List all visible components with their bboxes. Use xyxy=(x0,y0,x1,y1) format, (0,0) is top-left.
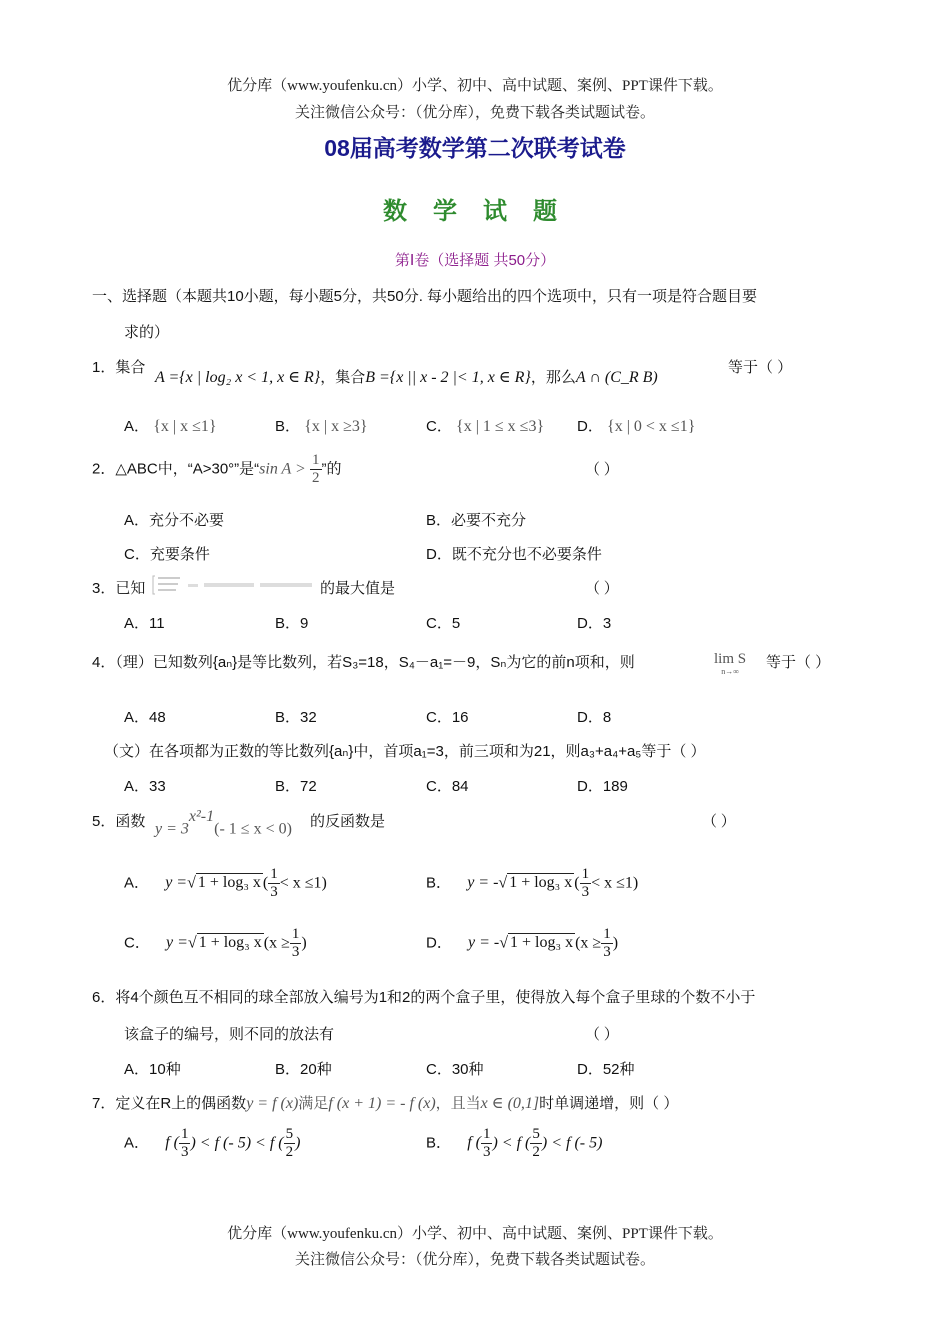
q6-answer-paren: （ ） xyxy=(585,1027,619,1043)
question-5: 5．函数 xyxy=(92,813,146,830)
q1-option-d[interactable]: D． {x | 0 < x ≤1} xyxy=(577,418,696,435)
question-7: 7．定义在R上的偶函数y = f (x)满足f (x + 1) = - f (x)，且当x ∈ (0,1]时单调递增，则（ ） xyxy=(92,1095,679,1112)
q4-wen: （文）在各项都为正数的等比数列{aₙ}中，首项a₁=3，前三项和为21，则a₃+a₄+a₅等于（ ） xyxy=(104,743,706,760)
q4-wen-option-d[interactable]: D．189 xyxy=(577,778,628,795)
q1-number: 1． xyxy=(92,359,116,376)
subtitle: 数 学 试 题 xyxy=(383,199,567,225)
q1-expr: A ∩ (C_R B) xyxy=(575,369,658,386)
volume-label: 第Ⅰ卷（选择题 共50分） xyxy=(394,252,556,269)
q6-text-cont: 该盒子的编号，则不同的放法有 xyxy=(124,1026,335,1043)
q3-tail: 的最大值是 xyxy=(320,580,396,597)
q4-option-d[interactable]: D．8 xyxy=(577,709,612,726)
q5-option-c[interactable]: C． y =√ 1 + log₃ x (x ≥ $\frac{1}{3}$ ) xyxy=(124,926,307,960)
q2-option-a[interactable]: A．充分不必要 xyxy=(124,512,225,529)
q4-tail: 等于（ ） xyxy=(766,654,831,671)
q2-math: sin A > xyxy=(259,460,306,478)
question-6: 6．将4个颜色互不相同的球全部放入编号为1和2的两个盒子里，使得放入每个盒子里球的个数不小于 xyxy=(92,989,756,1006)
q5-function: $y = 3^{x^2-1}(-$ 1 ≤ x < 0) xyxy=(155,808,292,838)
q1-mid: ，集合 xyxy=(320,369,366,386)
q1-tail: 等于（ ） xyxy=(728,359,793,376)
q6-option-d[interactable]: D．52种 xyxy=(577,1061,635,1078)
q1-math xyxy=(155,366,658,387)
q4-wen-option-c[interactable]: C．84 xyxy=(426,778,469,795)
q1-option-a[interactable]: A． {x | x ≤1} xyxy=(124,418,217,435)
q3-option-c[interactable]: C．5 xyxy=(426,615,461,632)
q1-option-c[interactable]: C． {x | 1 ≤ x ≤3} xyxy=(426,418,545,435)
q2-fraction: $\frac{1}{2}$ xyxy=(312,452,320,486)
q4-wen-option-b[interactable]: B．72 xyxy=(275,778,317,795)
q2-option-c[interactable]: C．充要条件 xyxy=(124,546,210,563)
q2-option-d[interactable]: D．既不充分也不必要条件 xyxy=(426,546,602,563)
title-year: 08 xyxy=(324,135,350,161)
q3-option-b[interactable]: B．9 xyxy=(275,615,309,632)
section-heading: 一、选择题（本题共10小题，每小题5分，共50分. 每小题给出的四个选项中，只有一项是符合题目要 xyxy=(92,288,758,305)
footer-line-1: 优分库（www.youfenku.cn）小学、初中、高中试题、案例、PPT课件下载。 xyxy=(227,1226,723,1242)
q7-option-b[interactable]: B． f ( $\frac{1}{3}$ ) < f ( $\frac{5}{2}$ ) < f (- 5) xyxy=(426,1126,603,1160)
q5-option-b[interactable]: B． y = -√ 1 + log₃ x ( $\frac{1}{3}$ < x ≤1) xyxy=(426,866,639,900)
header-line-2: 关注微信公众号：（优分库），免费下载各类试题试卷。 xyxy=(294,105,655,121)
q5-option-d[interactable]: D． y = -√ 1 + log₃ x (x ≥ $\frac{1}{3}$ ) xyxy=(426,926,619,960)
q6-option-a[interactable]: A．10种 xyxy=(124,1061,181,1078)
q3-option-a[interactable]: A．11 xyxy=(124,615,165,632)
q4-wen-option-a[interactable]: A．33 xyxy=(124,778,166,795)
q7-option-a[interactable]: A． f ( $\frac{1}{3}$ ) < f (- 5) < f ( $\frac{5}{2}$ ) xyxy=(124,1126,301,1160)
q4-option-c[interactable]: C．16 xyxy=(426,709,469,726)
q5-tail: 的反函数是 xyxy=(310,813,386,830)
q1-option-b[interactable]: B． {x | x ≥3} xyxy=(275,418,368,435)
q5-option-a[interactable]: A． y =√ 1 + log₃ x ( $\frac{1}{3}$ < x ≤1) xyxy=(124,866,327,900)
question-3: 3．已知 xyxy=(92,580,146,597)
question-4: 4．（理）已知数列{aₙ}是等比数列，若S₃=18，S₄－a₁=－9，Sₙ为它的前n项和，则 xyxy=(92,654,635,671)
header-line-1: 优分库（www.youfenku.cn）小学、初中、高中试题、案例、PPT课件下载。 xyxy=(227,78,723,94)
q3-answer-paren: （ ） xyxy=(585,581,619,597)
section-heading-cont: 求的） xyxy=(124,324,170,341)
q6-option-c[interactable]: C．30种 xyxy=(426,1061,484,1078)
page-title xyxy=(0,130,950,163)
question-2: 2．△ABC中，“A>30°”是“sin A > $\frac{1}{2}$ ”的 xyxy=(92,452,342,486)
q5-answer-paren: （ ） xyxy=(702,814,736,830)
q2-answer-paren: （ ） xyxy=(585,462,619,478)
q1-setA: A ={x | log₂ x < 1, x ∈ R} xyxy=(155,369,321,386)
question-1 xyxy=(92,356,145,377)
q3-constraint-image xyxy=(152,574,320,596)
q1-setB: B ={x || x - 2 |< 1, x ∈ R} xyxy=(365,369,531,386)
q1-mid2: ，那么 xyxy=(530,369,576,386)
q4-option-a[interactable]: A．48 xyxy=(124,709,166,726)
q2-option-b[interactable]: B．必要不充分 xyxy=(426,512,527,529)
footer-line-2: 关注微信公众号：（优分库），免费下载各类试题试卷。 xyxy=(294,1252,655,1268)
q4-option-b[interactable]: B．32 xyxy=(275,709,317,726)
q1-lead: 集合 xyxy=(115,359,146,376)
q4-limit: lim S n→∞ xyxy=(714,651,747,676)
q3-option-d[interactable]: D．3 xyxy=(577,615,612,632)
title-text: 届高考数学第二次联考试卷 xyxy=(349,136,626,161)
q6-option-b[interactable]: B．20种 xyxy=(275,1061,332,1078)
